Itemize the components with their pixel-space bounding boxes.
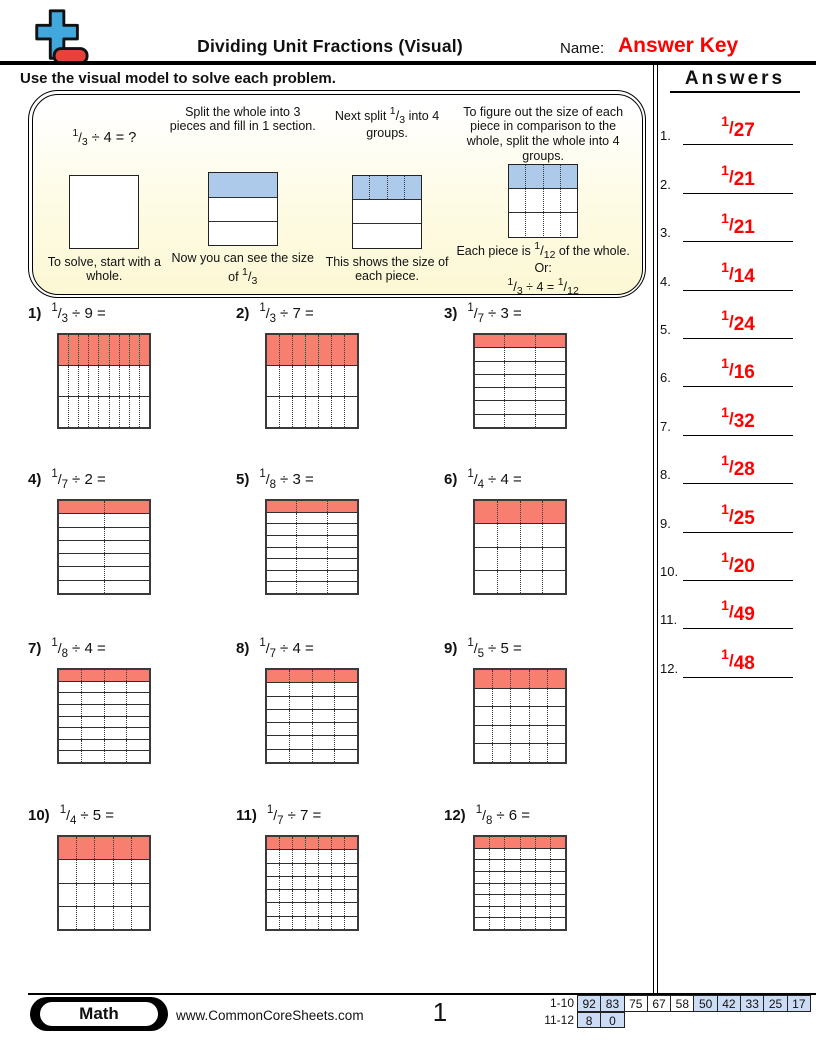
problem-5-label: 5) $^1/_8 \div 3$ = (236, 468, 314, 491)
problem-9-label: 9) $^1/_5 \div 5$ = (444, 637, 522, 660)
answer-item-8: 8. 1/28 (660, 442, 810, 490)
problem-3 (444, 302, 649, 429)
answer-item-3: 3. 1/21 (660, 200, 810, 248)
example-step-3-text: Next split $^1/_3$ into 4 groups. (334, 104, 440, 140)
problem-1-label: 1) $^1/_3 \div 9$ = (28, 302, 106, 325)
answer-item-6: 6. 1/16 (660, 345, 810, 393)
answer-line (683, 144, 793, 145)
problem-4-label: 4) $^1/_7 \div 2$ = (28, 468, 106, 491)
answer-line (683, 193, 793, 194)
problem-8 (236, 637, 441, 764)
answer-value-10: 1/20 (721, 548, 755, 577)
answer-item-4: 4. 1/14 (660, 248, 810, 296)
problem-11-label: 11) $^1/_7 \div 7$ = (236, 804, 322, 827)
problem-2 (236, 302, 441, 429)
score-cell: 25 (763, 995, 787, 1012)
answer-value-9: 1/25 (721, 500, 755, 529)
header-rule (0, 61, 816, 65)
problem-5-grid (265, 499, 359, 595)
problem-4 (28, 468, 233, 595)
answers-separator (653, 65, 658, 994)
example-grid-1 (69, 175, 139, 249)
page-title: Dividing Unit Fractions (Visual) (197, 36, 463, 56)
problem-3-grid (473, 333, 567, 429)
problem-8-label: 8) $^1/_7 \div 4$ = (236, 637, 314, 660)
answer-line (683, 580, 793, 581)
website-text: www.CommonCoreSheets.com (176, 1008, 364, 1023)
score-cell: 17 (787, 995, 811, 1012)
problem-5 (236, 468, 441, 595)
answer-value-12: 1/48 (721, 645, 755, 674)
score-cell: 33 (740, 995, 764, 1012)
answer-line (683, 386, 793, 387)
example-step-4-text: To figure out the size of each piece in comparison to the whole, split the whole into 4 groups. (463, 104, 624, 163)
problem-12 (444, 804, 649, 931)
problem-12-grid (473, 835, 567, 931)
example-step-3 (319, 103, 454, 288)
example-step-4-caption: Each piece is $^1/_{12}$ of the whole. Or: $^1/_3 \div 4 = ^1/_{12}$ (456, 239, 630, 297)
problem-11 (236, 804, 441, 931)
score-cell: 58 (670, 995, 694, 1012)
problem-10 (28, 804, 233, 931)
answer-item-12: 12. 1/48 (660, 635, 810, 683)
problem-3-label: 3) $^1/_7 \div 3$ = (444, 302, 522, 325)
problem-10-grid (57, 835, 151, 931)
example-step-1-problem: $^1/_3 \div 4$ = ? (72, 126, 137, 148)
answer-value-4: 1/14 (721, 258, 755, 287)
answer-key-label: Answer Key (618, 34, 739, 57)
answers-panel (660, 68, 810, 684)
problem-8-grid (265, 668, 359, 764)
answer-value-11: 1/49 (721, 597, 755, 626)
answer-value-5: 1/24 (721, 306, 755, 335)
answer-value-3: 1/21 (721, 210, 755, 239)
example-grid-4 (508, 164, 578, 238)
problem-2-grid (265, 333, 359, 429)
problem-1-grid (57, 333, 151, 429)
problem-2-label: 2) $^1/_3 \div 7$ = (236, 302, 314, 325)
answer-item-5: 5. 1/24 (660, 297, 810, 345)
problem-4-grid (57, 499, 151, 595)
answer-line (683, 241, 793, 242)
answer-line (683, 338, 793, 339)
example-step-1-caption: To solve, start with a whole. (47, 254, 161, 284)
problem-9-grid (473, 668, 567, 764)
problem-7 (28, 637, 233, 764)
example-step-2-caption: Now you can see the size of $^1/_3$ (171, 251, 314, 288)
name-label: Name: (560, 40, 605, 57)
answer-value-1: 1/27 (721, 113, 755, 142)
example-grid-3 (352, 175, 422, 249)
answer-value-6: 1/16 (721, 355, 755, 384)
problem-9 (444, 637, 649, 764)
example-step-2-text: Split the whole into 3 pieces and fill in 1 section. (169, 104, 316, 134)
answers-title: Answers (670, 68, 800, 93)
subject-label: Math (40, 1002, 158, 1026)
score-cell: 50 (693, 995, 717, 1012)
instruction-text: Use the visual model to solve each problem. (20, 70, 336, 87)
score-cell: 92 (577, 995, 601, 1012)
answer-line (683, 290, 793, 291)
problem-6 (444, 468, 649, 595)
answer-line (683, 483, 793, 484)
score-cell: 75 (624, 995, 648, 1012)
problem-6-label: 6) $^1/_4 \div 4$ = (444, 468, 522, 491)
subject-badge (30, 997, 168, 1031)
score-row-label: 1-10 (549, 996, 574, 1010)
problem-10-label: 10) $^1/_4 \div 5$ = (28, 804, 115, 827)
example-step-1 (43, 103, 167, 288)
answer-value-2: 1/21 (721, 161, 755, 190)
answer-item-2: 2. 1/21 (660, 151, 810, 199)
example-grid-2 (208, 172, 278, 246)
example-box (28, 90, 646, 298)
score-cell: 0 (600, 1012, 624, 1029)
answer-item-11: 11. 1/49 (660, 587, 810, 635)
score-cell: 83 (600, 995, 624, 1012)
plus-minus-logo-icon (28, 6, 90, 66)
example-step-4 (455, 103, 632, 297)
answer-line (683, 628, 793, 629)
example-step-2 (166, 103, 319, 288)
example-box-inner (32, 94, 643, 295)
answer-item-9: 9. 1/25 (660, 490, 810, 538)
score-cell: 67 (647, 995, 671, 1012)
answer-line (683, 677, 793, 678)
problem-6-grid (473, 499, 567, 595)
answer-value-8: 1/28 (721, 452, 755, 481)
answer-line (683, 532, 793, 533)
score-cell: 42 (717, 995, 741, 1012)
problem-11-grid (265, 835, 359, 931)
answer-line (683, 435, 793, 436)
answer-item-7: 7. 1/32 (660, 393, 810, 441)
score-table (520, 995, 811, 1028)
page-number: 1 (432, 997, 448, 1027)
answer-item-1: 1. 1/27 (660, 103, 810, 151)
problem-12-label: 12) $^1/_8 \div 6$ = (444, 804, 531, 827)
answer-value-7: 1/32 (721, 403, 755, 432)
problem-1 (28, 302, 233, 429)
score-cell: 8 (577, 1012, 601, 1029)
problem-7-grid (57, 668, 151, 764)
answer-item-10: 10. 1/20 (660, 539, 810, 587)
problem-7-label: 7) $^1/_8 \div 4$ = (28, 637, 106, 660)
example-step-3-caption: This shows the size of each piece. (325, 254, 449, 284)
score-row-label: 11-12 (544, 1012, 574, 1027)
